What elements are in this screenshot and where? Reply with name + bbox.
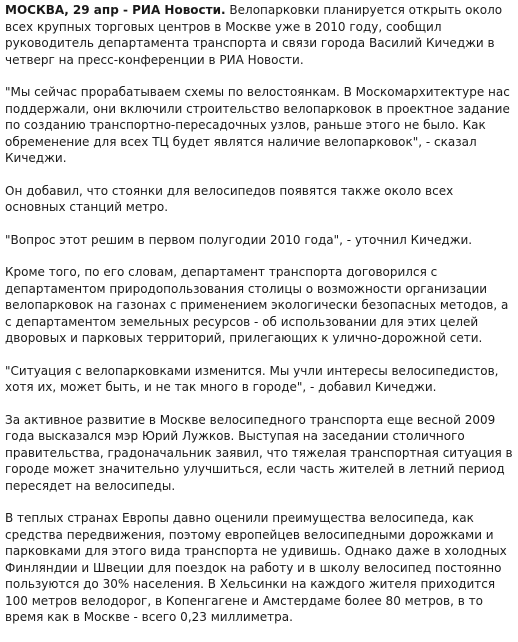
- lead-paragraph: [5, 2, 513, 68]
- article-paragraph: Он добавил, что стоянки для велосипедов появятся также около всех основных станций метро.: [5, 183, 454, 214]
- article-paragraph: За активное развитие в Москве велосипедного транспорта еще весной 2009 года высказался мэр Юрий Лужков. Выступая на заседании столичного правительства, градоначальник заявил, что тяжелая транспортная ситуация в городе может значительно улучшиться, если часть жителей в летний период пересядет на велосипеды.: [5, 412, 513, 493]
- article-paragraph: В теплых странах Европы давно оценили преимущества велосипеда, как средства передвижения, поэтому европейцев велосипедными дорожками и парковками для этого вида транспорта не удивишь. Однако даже в холодных Финляндии и Швеции для поездок на работу и в школу велосипед постоянно пользуются до 30% населения. В Хельсинки на каждого жителя приходится 100 метров велодорог, в Копенгагене и Амстердаме более 80 метров, в то время как в Москве - всего 0,23 миллиметра.: [5, 511, 507, 624]
- lead-text: Велопарковки планируется открыть около всех крупных торговых центров в Москве уже в 2010 году, сообщил руководитель департамента транспорта и связи города Василий Кичеджи в четверг на пресс-конференции в РИА Новости.: [5, 3, 503, 67]
- article-paragraph: Кроме того, по его словам, департамент транспорта договорился с департаментом природопользования столицы о возможности организации велопарковок на газонах с применением экологически безопасных методов, а с департаментом земельных ресурсов - об использовании для этих целей дворовых и парковых территорий, прилегающих к улично-дорожной сети.: [5, 265, 509, 345]
- article-paragraph: "Мы сейчас прорабатываем схемы по велостоянкам. В Москомархитектуре нас поддержали, они включили строительство велопарковок в проектное задание по созданию транспортно-пересадочных узлов, раньше этого не было. Как обременение для всех ТЦ будет являтся наличие велопарковок", - сказал Кичеджи.: [5, 85, 510, 165]
- dateline: МОСКВА, 29 апр - РИА Новости.: [5, 3, 226, 17]
- article-paragraph: "Вопрос этот решим в первом полугодии 2010 года", - уточнил Кичеджи.: [5, 232, 473, 247]
- news-article: [5, 2, 513, 642]
- article-paragraph: "Ситуация с велопарковками изменится. Мы учли интересы велосипедистов, хотя их, может быть, и не так много в городе", - добавил Кичеджи.: [5, 363, 499, 394]
